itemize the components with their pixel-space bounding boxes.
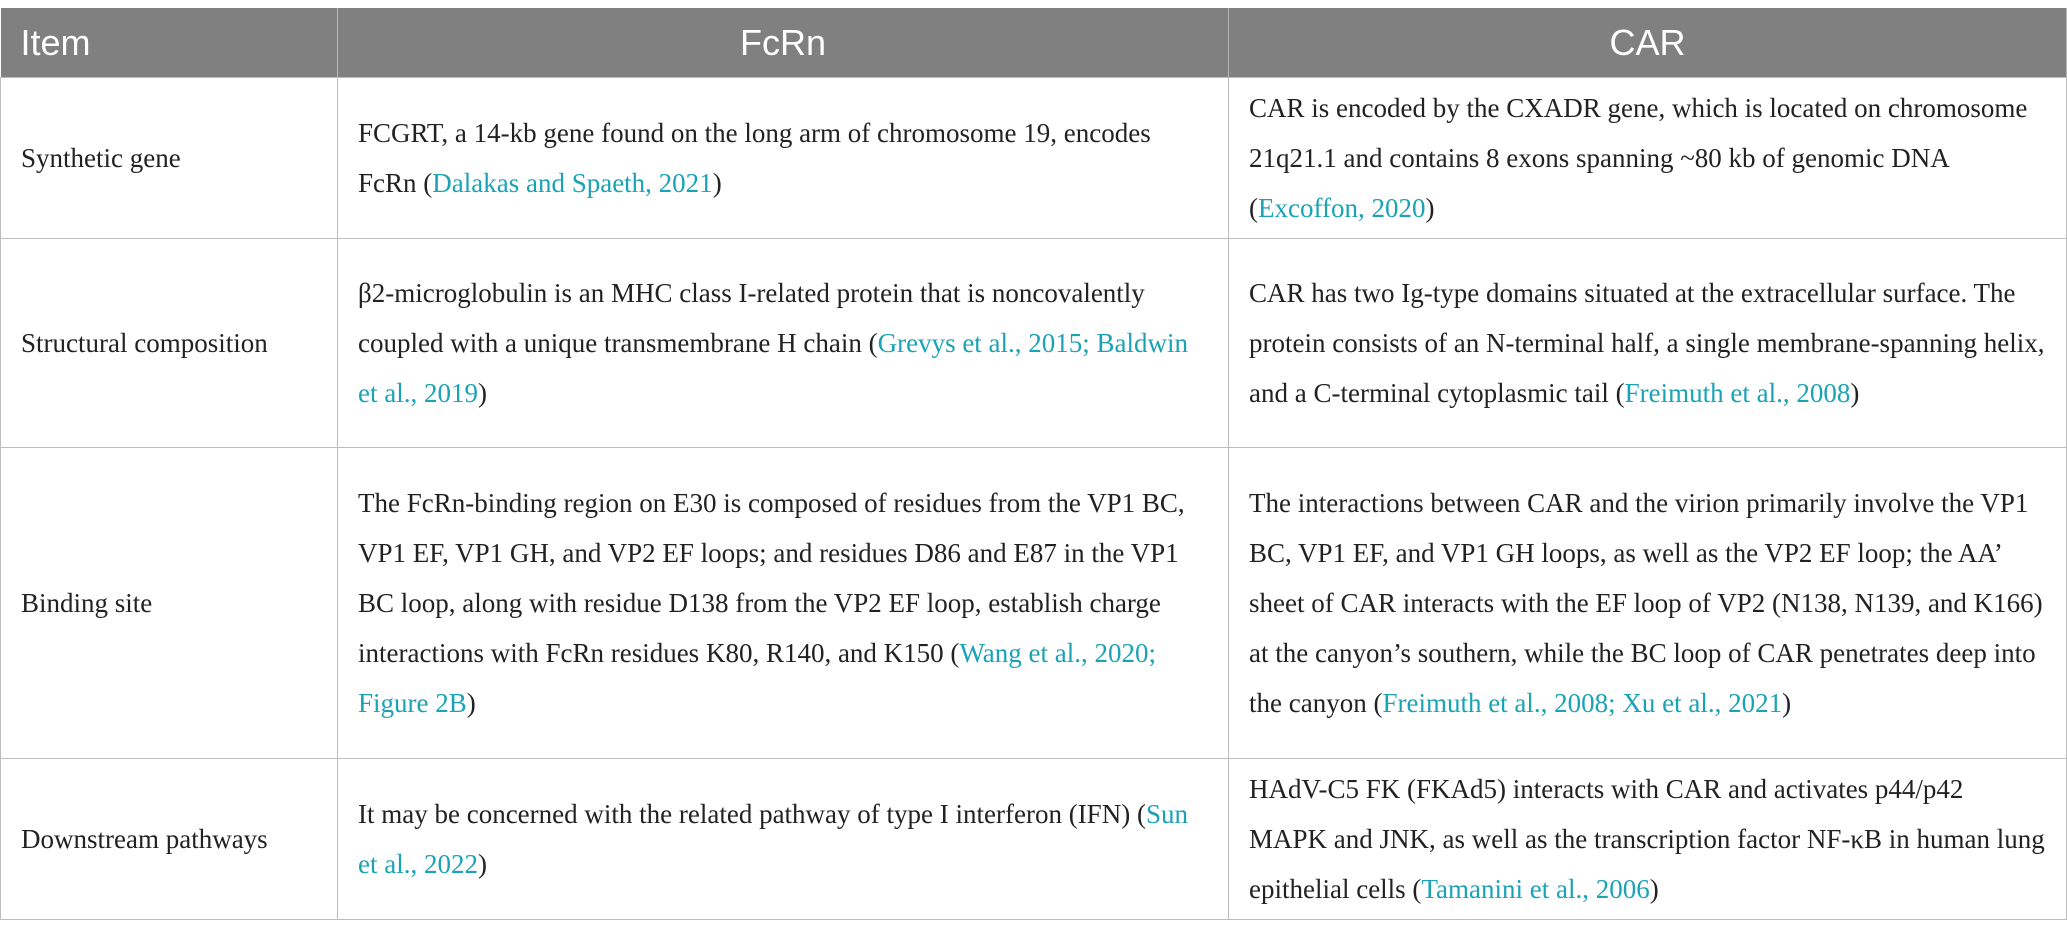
cell-text: β2-microglobulin is an MHC class I-related protein that is noncovalently coupled with a unique transmembrane H chain (	[358, 278, 1145, 358]
comparison-table	[0, 8, 2067, 920]
row-item-label: Structural composition	[1, 239, 338, 448]
fcrn-cell	[338, 759, 1229, 920]
cell-text: CAR is encoded by the CXADR gene, which is located on chromosome 21q21.1 and contains 8 exons spanning ~80 kb of genomic DNA (	[1249, 93, 2028, 223]
table-row	[1, 239, 2067, 448]
citation-link[interactable]: Freimuth et al., 2008	[1624, 378, 1851, 408]
citation-link[interactable]: Dalakas and Spaeth, 2021	[432, 168, 713, 198]
header-item: Item	[1, 8, 338, 78]
car-cell	[1229, 448, 2067, 759]
cell-text: )	[1425, 193, 1435, 223]
citation-link[interactable]: Wang et al., 2020; Figure 2B	[358, 638, 1156, 718]
header-fcrn: FcRn	[338, 8, 1229, 78]
cell-text: The interactions between CAR and the virion primarily involve the VP1 BC, VP1 EF, and VP1 GH loops, as well as the VP2 EF loop; the AA’ sheet of CAR interacts with the EF loop of VP2 (N138, N139, and K166) at the canyon’s southern, while the BC loop of CAR penetrates deep into the canyon (	[1249, 488, 2043, 718]
cell-text: )	[1850, 378, 1860, 408]
cell-text: HAdV-C5 FK (FKAd5) interacts with CAR and activates p44/p42 MAPK and JNK, as well as the transcription factor NF-κB in human lung epithelial cells (	[1249, 774, 2045, 904]
cell-text: )	[1782, 688, 1792, 718]
citation-link[interactable]: Sun et al., 2022	[358, 799, 1188, 879]
table-row	[1, 78, 2067, 239]
cell-text: CAR has two Ig-type domains situated at the extracellular surface. The protein consists of an N-terminal half, a single membrane-spanning helix, and a C-terminal cytoplasmic tail (	[1249, 278, 2045, 408]
car-cell	[1229, 239, 2067, 448]
cell-text: The FcRn-binding region on E30 is composed of residues from the VP1 BC, VP1 EF, VP1 GH, and VP2 EF loops; and residues D86 and E87 in the VP1 BC loop, along with residue D138 from the VP2 EF loop, establish charge interactions with FcRn residues K80, R140, and K150 (	[358, 488, 1185, 668]
fcrn-cell	[338, 239, 1229, 448]
cell-text: It may be concerned with the related pathway of type I interferon (IFN) (	[358, 799, 1146, 829]
header-car: CAR	[1229, 8, 2067, 78]
cell-text: )	[466, 688, 476, 718]
fcrn-cell	[338, 78, 1229, 239]
car-cell	[1229, 78, 2067, 239]
citation-link[interactable]: Grevys et al., 2015; Baldwin et al., 2019	[358, 328, 1189, 408]
header-row	[1, 8, 2067, 78]
fcrn-cell	[338, 448, 1229, 759]
cell-text: )	[477, 378, 487, 408]
comparison-table-wrapper	[0, 8, 2066, 920]
citation-link[interactable]: Tamanini et al., 2006	[1421, 874, 1650, 904]
table-row	[1, 759, 2067, 920]
cell-text: )	[477, 849, 487, 879]
car-cell	[1229, 759, 2067, 920]
row-item-label: Binding site	[1, 448, 338, 759]
table-row	[1, 448, 2067, 759]
cell-text: FCGRT, a 14-kb gene found on the long arm of chromosome 19, encodes FcRn (	[358, 118, 1151, 198]
row-item-label: Downstream pathways	[1, 759, 338, 920]
cell-text: )	[712, 168, 722, 198]
citation-link[interactable]: Freimuth et al., 2008; Xu et al., 2021	[1382, 688, 1783, 718]
row-item-label: Synthetic gene	[1, 78, 338, 239]
cell-text: )	[1649, 874, 1659, 904]
citation-link[interactable]: Excoffon, 2020	[1258, 193, 1426, 223]
